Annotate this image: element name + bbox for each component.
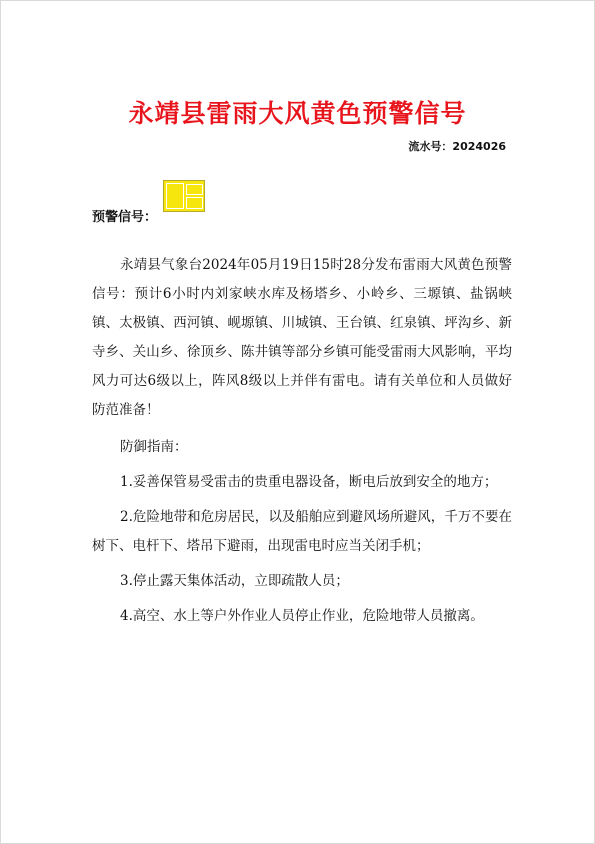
document-title: 永靖县雷雨大风黄色预警信号: [128, 99, 467, 128]
thunderstorm-gale-yellow-warning-icon: [163, 180, 205, 212]
defense-guide-list: [92, 468, 512, 631]
defense-guide-heading: 防御指南：: [120, 439, 188, 455]
warning-icon-bottom-panel: [186, 197, 203, 209]
guide-item: 1.妥善保管易受雷击的贵重电器设备，断电后放到安全的地方；: [120, 474, 498, 490]
warning-body-text: 永靖县气象台2024年05月19日15时28分发布雷雨大风黄色预警信号：预计6小时内刘家峡水库及杨塔乡、小岭乡、三塬镇、盐锅峡镇、太极镇、西河镇、岘塬镇、川城镇、王台镇、红泉镇、坪沟乡、新寺乡、关山乡、徐顶乡、陈井镇等部分乡镇可能受雷雨大风影响，平均风力可达6级以上，阵风8级以上并伴有雷电。请有关单位和人员做好防范准备！: [92, 257, 512, 418]
serial-number: 流水号：2024026: [408, 140, 506, 153]
warning-icon-top-panel: [186, 184, 203, 195]
document-content: [92, 251, 512, 637]
warning-signal-label: 预警信号：: [92, 210, 158, 225]
guide-item: 4.高空、水上等户外作业人员停止作业，危险地带人员撤离。: [120, 608, 484, 624]
guide-item: 3.停止露天集体活动，立即疏散人员；: [120, 573, 349, 589]
guide-item: 2.危险地带和危房居民，以及船舶应到避风场所避风，千万不要在树下、电杆下、塔吊下避雨，出现雷电时应当关闭手机；: [92, 509, 512, 554]
warning-icon-left-panel: [166, 183, 184, 209]
